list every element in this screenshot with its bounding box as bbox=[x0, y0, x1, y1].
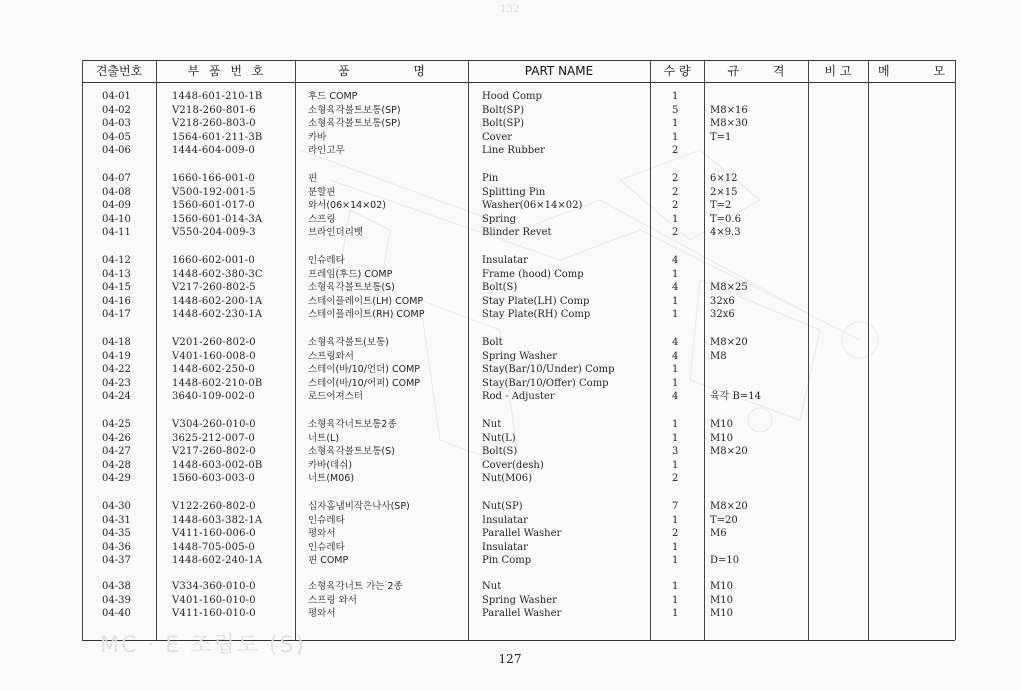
english-part-name: Stay Plate(LH) Comp bbox=[482, 295, 590, 307]
part-number: V218-260-801-6 bbox=[172, 104, 256, 116]
quantity: 1 bbox=[672, 131, 679, 143]
specification: M8×20 bbox=[710, 501, 748, 512]
table-row bbox=[82, 90, 955, 103]
item-code: 04-08 bbox=[102, 186, 131, 198]
table-row bbox=[82, 295, 955, 308]
header-spec: 규 격 bbox=[727, 64, 785, 78]
quantity: 1 bbox=[672, 594, 679, 606]
quantity: 1 bbox=[672, 555, 679, 567]
quantity: 1 bbox=[672, 213, 679, 225]
part-number: V122-260-802-0 bbox=[172, 501, 256, 512]
table-row bbox=[82, 607, 955, 620]
specification: T=2 bbox=[710, 200, 732, 212]
item-code: 04-37 bbox=[102, 555, 131, 567]
part-number: V217-260-802-0 bbox=[172, 446, 256, 458]
quantity: 2 bbox=[672, 145, 679, 157]
part-number: 1560-603-003-0 bbox=[172, 473, 255, 485]
table-row bbox=[82, 254, 955, 267]
korean-part-name: 카바 bbox=[308, 131, 327, 143]
item-code: 04-09 bbox=[102, 200, 131, 212]
item-code: 04-26 bbox=[102, 432, 131, 444]
part-number: V550-204-009-3 bbox=[172, 227, 256, 239]
english-part-name: Insulatar bbox=[482, 255, 528, 266]
item-code: 04-03 bbox=[102, 118, 131, 130]
english-part-name: Parallel Washer bbox=[482, 608, 562, 620]
item-code: 04-05 bbox=[102, 131, 131, 143]
item-code: 04-27 bbox=[102, 446, 131, 458]
korean-part-name: 소형육각너트보통2종 bbox=[308, 419, 397, 430]
item-code: 04-11 bbox=[102, 227, 131, 239]
english-part-name: Stay(Bar/10/Under) Comp bbox=[482, 364, 615, 376]
table-row bbox=[82, 527, 955, 540]
korean-part-name: 십자홈냄비작은나사(SP) bbox=[308, 501, 410, 512]
korean-part-name: 너트(L) bbox=[308, 432, 340, 444]
english-part-name: Cover bbox=[482, 131, 513, 143]
part-number: 1564-601-211-3B bbox=[172, 131, 263, 143]
korean-part-name: 로드어져스터 bbox=[308, 391, 364, 403]
quantity: 1 bbox=[672, 419, 679, 430]
bleed-through-caption: MC · E 조립도 (S) bbox=[100, 633, 307, 658]
english-part-name: Rod - Adjuster bbox=[482, 391, 555, 403]
specification: M8×20 bbox=[710, 446, 748, 458]
quantity: 1 bbox=[672, 541, 679, 553]
table-row bbox=[82, 104, 955, 117]
item-code: 04-19 bbox=[102, 350, 131, 362]
quantity: 2 bbox=[672, 173, 679, 184]
korean-part-name: 소형육각볼트보통(SP) bbox=[308, 118, 401, 130]
english-part-name: Nut bbox=[482, 419, 502, 430]
korean-part-name: 소형육각볼트보통(S) bbox=[308, 446, 395, 458]
quantity: 1 bbox=[672, 309, 679, 321]
header-quantity: 수 량 bbox=[663, 64, 691, 78]
table-row bbox=[82, 472, 955, 485]
item-code: 04-36 bbox=[102, 541, 131, 553]
header-korean-name: 품 명 bbox=[338, 64, 425, 78]
part-number: 1448-603-002-0B bbox=[172, 459, 263, 471]
english-part-name: Blinder Revet bbox=[482, 227, 552, 239]
quantity: 4 bbox=[672, 391, 679, 403]
specification: 32x6 bbox=[710, 295, 735, 307]
item-code: 04-25 bbox=[102, 419, 131, 430]
specification: M10 bbox=[710, 432, 733, 444]
english-part-name: Stay(Bar/10/Offer) Comp bbox=[482, 377, 609, 389]
part-number: 1448-601-210-1B bbox=[172, 91, 263, 102]
table-row bbox=[82, 554, 955, 567]
specification: D=10 bbox=[710, 555, 740, 567]
english-part-name: Cover(desh) bbox=[482, 459, 544, 471]
part-number: V411-160-006-0 bbox=[172, 528, 256, 540]
item-code: 04-31 bbox=[102, 514, 131, 526]
english-part-name: Pin Comp bbox=[482, 555, 532, 567]
korean-part-name: 와서(06×14×02) bbox=[308, 200, 386, 212]
part-number: 1560-601-017-0 bbox=[172, 200, 255, 212]
table-row bbox=[82, 459, 955, 472]
item-code: 04-18 bbox=[102, 337, 131, 348]
table-row bbox=[82, 418, 955, 431]
korean-part-name: 소형육각볼트(보통) bbox=[308, 337, 389, 348]
table-row bbox=[82, 172, 955, 185]
part-number: 3640-109-002-0 bbox=[172, 391, 255, 403]
part-number: 1560-601-014-3A bbox=[172, 213, 263, 225]
part-number: V401-160-008-0 bbox=[172, 350, 256, 362]
english-part-name: Spring Washer bbox=[482, 350, 557, 362]
item-code: 04-12 bbox=[102, 255, 131, 266]
item-code: 04-15 bbox=[102, 282, 131, 294]
item-code: 04-13 bbox=[102, 268, 131, 280]
item-code: 04-29 bbox=[102, 473, 131, 485]
korean-part-name: 스프링와서 bbox=[308, 350, 354, 362]
english-part-name: Bolt(S) bbox=[482, 446, 518, 458]
quantity: 2 bbox=[672, 473, 679, 485]
header-code: 견출번호 bbox=[95, 64, 143, 78]
part-number: 1448-602-210-0B bbox=[172, 377, 263, 389]
english-part-name: Nut bbox=[482, 581, 502, 592]
table-row bbox=[82, 514, 955, 527]
korean-part-name: 카바(데쉬) bbox=[308, 459, 353, 471]
part-number: V304-260-010-0 bbox=[172, 419, 256, 430]
korean-part-name: 핀 COMP bbox=[308, 555, 349, 567]
quantity: 2 bbox=[672, 186, 679, 198]
quantity: 3 bbox=[672, 446, 679, 458]
korean-part-name: 평와서 bbox=[308, 528, 336, 540]
korean-part-name: 분할핀 bbox=[308, 186, 336, 198]
table-row bbox=[82, 500, 955, 513]
item-code: 04-17 bbox=[102, 309, 131, 321]
part-number: 1448-602-380-3C bbox=[172, 268, 263, 280]
korean-part-name: 인슈레타 bbox=[308, 541, 345, 553]
part-number: 1448-602-230-1A bbox=[172, 309, 263, 321]
part-number: 3625-212-007-0 bbox=[172, 432, 255, 444]
korean-part-name: 라인고무 bbox=[308, 145, 345, 157]
part-number: 1444-604-009-0 bbox=[172, 145, 255, 157]
part-number: 1660-602-001-0 bbox=[172, 255, 255, 266]
table-row bbox=[82, 390, 955, 403]
korean-part-name: 스테이(바/10/어퍼) COMP bbox=[308, 377, 421, 389]
specification: T=1 bbox=[710, 131, 732, 143]
page-number: 127 bbox=[498, 652, 522, 666]
english-part-name: Spring bbox=[482, 213, 517, 225]
item-code: 04-10 bbox=[102, 213, 131, 225]
quantity: 4 bbox=[672, 255, 679, 266]
specification: M8×25 bbox=[710, 282, 748, 294]
specification: 6×12 bbox=[710, 173, 738, 184]
item-code: 04-28 bbox=[102, 459, 131, 471]
korean-part-name: 소형육각볼트보통(S) bbox=[308, 282, 395, 294]
bleed-through-page-number: 132 bbox=[500, 4, 520, 15]
korean-part-name: 평와서 bbox=[308, 608, 336, 620]
english-part-name: Hood Comp bbox=[482, 91, 542, 102]
header-part-number: 부 품 번 호 bbox=[187, 64, 264, 78]
table-row bbox=[82, 281, 955, 294]
english-part-name: Insulatar bbox=[482, 514, 528, 526]
korean-part-name: 스프링 와서 bbox=[308, 594, 357, 606]
table-row bbox=[82, 199, 955, 212]
item-code: 04-24 bbox=[102, 391, 131, 403]
table-row bbox=[82, 350, 955, 363]
quantity: 1 bbox=[672, 432, 679, 444]
korean-part-name: 후드 COMP bbox=[308, 91, 358, 102]
english-part-name: Insulatar bbox=[482, 541, 528, 553]
specification: M6 bbox=[710, 528, 727, 540]
part-number: V201-260-802-0 bbox=[172, 337, 256, 348]
quantity: 1 bbox=[672, 581, 679, 592]
table-row bbox=[82, 186, 955, 199]
korean-part-name: 브라인더리벳 bbox=[308, 227, 364, 239]
table-row bbox=[82, 594, 955, 607]
part-number: V500-192-001-5 bbox=[172, 186, 256, 198]
specification: 2×15 bbox=[710, 186, 738, 198]
specification: M10 bbox=[710, 594, 733, 606]
part-number: 1448-602-240-1A bbox=[172, 555, 263, 567]
specification: M10 bbox=[710, 419, 733, 430]
part-number: 1448-602-200-1A bbox=[172, 295, 263, 307]
header-part-name: PART NAME bbox=[524, 64, 594, 78]
korean-part-name: 스테이플레이트(RH) COMP bbox=[308, 309, 425, 321]
part-number: 1448-602-250-0 bbox=[172, 364, 255, 376]
specification: 4×9.3 bbox=[710, 227, 741, 239]
english-part-name: Nut(SP) bbox=[482, 501, 523, 512]
item-code: 04-16 bbox=[102, 295, 131, 307]
specification: M8 bbox=[710, 350, 727, 362]
korean-part-name: 인슈레타 bbox=[308, 255, 345, 266]
part-number: V218-260-803-0 bbox=[172, 118, 256, 130]
part-number: V401-160-010-0 bbox=[172, 594, 256, 606]
quantity: 1 bbox=[672, 118, 679, 130]
korean-part-name: 핀 bbox=[308, 173, 318, 184]
korean-part-name: 소형육각볼트보통(SP) bbox=[308, 104, 401, 116]
table-row bbox=[82, 580, 955, 593]
table-row bbox=[82, 144, 955, 157]
korean-part-name: 인슈레타 bbox=[308, 514, 345, 526]
korean-part-name: 너트(M06) bbox=[308, 473, 355, 485]
part-number: V411-160-010-0 bbox=[172, 608, 256, 620]
part-number: 1448-603-382-1A bbox=[172, 514, 263, 526]
specification: T=20 bbox=[710, 514, 738, 526]
part-number: 1448-705-005-0 bbox=[172, 541, 255, 553]
quantity: 1 bbox=[672, 295, 679, 307]
item-code: 04-07 bbox=[102, 173, 131, 184]
item-code: 04-39 bbox=[102, 594, 131, 606]
table-row bbox=[82, 541, 955, 554]
english-part-name: Stay Plate(RH) Comp bbox=[482, 309, 591, 321]
quantity: 2 bbox=[672, 528, 679, 540]
english-part-name: Line Rubber bbox=[482, 145, 545, 157]
item-code: 04-22 bbox=[102, 364, 131, 376]
english-part-name: Bolt(SP) bbox=[482, 104, 524, 116]
english-part-name: Frame (hood) Comp bbox=[482, 268, 584, 280]
quantity: 4 bbox=[672, 350, 679, 362]
item-code: 04-06 bbox=[102, 145, 131, 157]
english-part-name: Parallel Washer bbox=[482, 528, 562, 540]
quantity: 5 bbox=[672, 104, 679, 116]
header-remark: 비 고 bbox=[824, 64, 852, 78]
english-part-name: Bolt(S) bbox=[482, 282, 518, 294]
item-code: 04-02 bbox=[102, 104, 131, 116]
item-code: 04-40 bbox=[102, 608, 131, 620]
korean-part-name: 소형육각너트 가는 2종 bbox=[308, 581, 403, 592]
table-row bbox=[82, 226, 955, 239]
quantity: 1 bbox=[672, 459, 679, 471]
part-number: V217-260-802-5 bbox=[172, 282, 256, 294]
quantity: 2 bbox=[672, 227, 679, 239]
table-row bbox=[82, 213, 955, 226]
english-part-name: Splitting Pin bbox=[482, 186, 546, 198]
specification: M10 bbox=[710, 608, 733, 620]
quantity: 1 bbox=[672, 377, 679, 389]
table-row bbox=[82, 117, 955, 130]
table-row bbox=[82, 268, 955, 281]
specification: T=0.6 bbox=[710, 213, 741, 225]
column-divider bbox=[955, 60, 956, 640]
table-row bbox=[82, 377, 955, 390]
item-code: 04-38 bbox=[102, 581, 131, 592]
english-part-name: Spring Washer bbox=[482, 594, 557, 606]
quantity: 7 bbox=[672, 501, 679, 512]
part-number: 1660-166-001-0 bbox=[172, 173, 255, 184]
specification: M8×30 bbox=[710, 118, 748, 130]
specification: 32x6 bbox=[710, 309, 735, 321]
english-part-name: Nut(M06) bbox=[482, 473, 532, 485]
table-row bbox=[82, 363, 955, 376]
korean-part-name: 스프링 bbox=[308, 213, 336, 225]
specification: 육각 B=14 bbox=[710, 391, 761, 403]
specification: M10 bbox=[710, 581, 733, 592]
english-part-name: Pin bbox=[482, 173, 499, 184]
table-row bbox=[82, 308, 955, 321]
quantity: 1 bbox=[672, 608, 679, 620]
table-row bbox=[82, 445, 955, 458]
english-part-name: Washer(06×14×02) bbox=[482, 200, 583, 212]
header-memo: 메 모 bbox=[878, 64, 945, 78]
specification: M8×16 bbox=[710, 104, 748, 116]
item-code: 04-30 bbox=[102, 501, 131, 512]
item-code: 04-35 bbox=[102, 528, 131, 540]
english-part-name: Bolt bbox=[482, 337, 503, 348]
quantity: 1 bbox=[672, 91, 679, 102]
english-part-name: Bolt(SP) bbox=[482, 118, 524, 130]
table-row bbox=[82, 336, 955, 349]
quantity: 4 bbox=[672, 282, 679, 294]
korean-part-name: 스테이(바/10/언더) COMP bbox=[308, 364, 421, 376]
quantity: 1 bbox=[672, 364, 679, 376]
table-row bbox=[82, 432, 955, 445]
quantity: 4 bbox=[672, 337, 679, 348]
quantity: 2 bbox=[672, 200, 679, 212]
korean-part-name: 스테이플레이트(LH) COMP bbox=[308, 295, 424, 307]
item-code: 04-23 bbox=[102, 377, 131, 389]
quantity: 1 bbox=[672, 514, 679, 526]
part-number: V334-360-010-0 bbox=[172, 581, 256, 592]
item-code: 04-01 bbox=[102, 91, 131, 102]
table-header-rule bbox=[82, 82, 955, 83]
specification: M8×20 bbox=[710, 337, 748, 348]
english-part-name: Nut(L) bbox=[482, 432, 516, 444]
quantity: 1 bbox=[672, 268, 679, 280]
korean-part-name: 프레임(후드) COMP bbox=[308, 268, 393, 280]
table-row bbox=[82, 131, 955, 144]
